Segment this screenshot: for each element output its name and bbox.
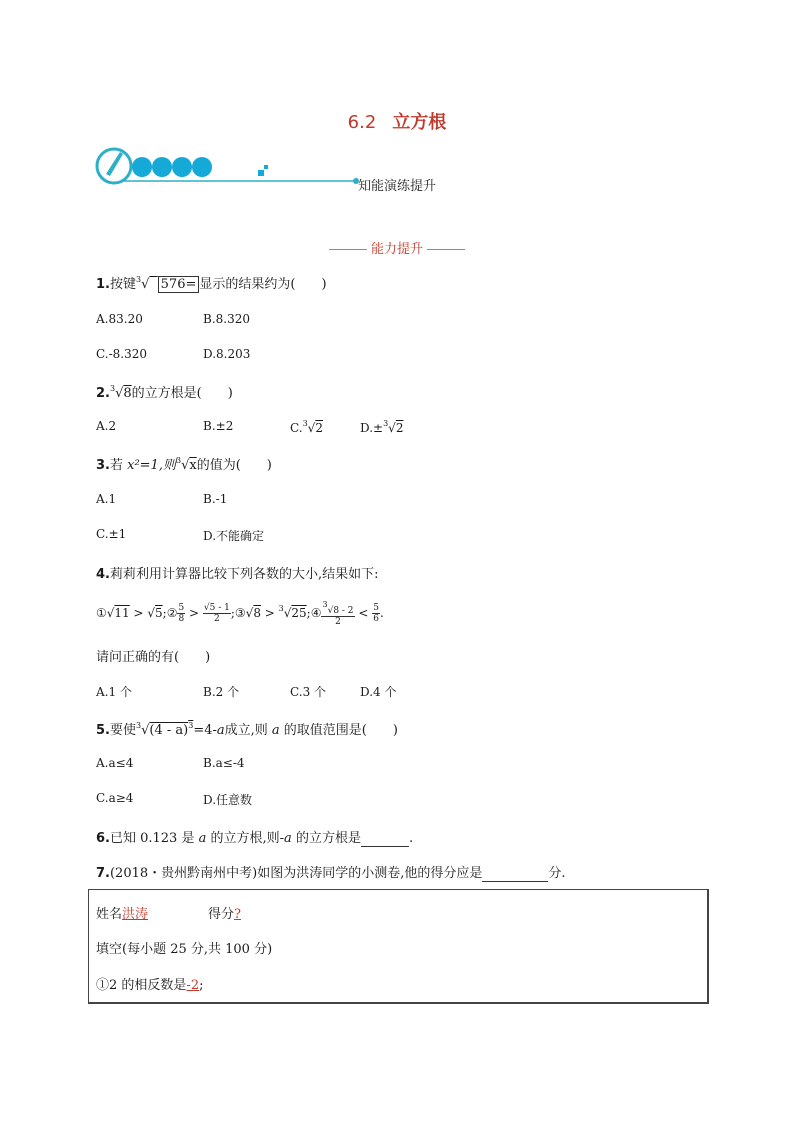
option-b: B.2 个 (203, 685, 240, 699)
option-c: C.±1 (96, 527, 127, 541)
question-5: 5.要使$^3$√(4 - a)$^3$=4-a成立,则 a 的取值范围是( ) (96, 721, 398, 738)
question-2: 2.$^3$√8的立方根是( ) (96, 384, 233, 401)
dot-icon (132, 157, 152, 177)
answer-blank (482, 866, 548, 882)
question-4: 4.莉莉利用计算器比较下列各数的大小,结果如下: (96, 567, 379, 582)
option-c: C.a≥4 (96, 791, 134, 805)
comparison-expressions: ①√11 > √5;② $\frac{5}{8}$ > $\frac{√5 - 1}{2}$ ;③√8 > $^3$√25;④ $\frac{3√8 - 2}{2}$ < $\frac{5}{6}$ . (96, 600, 384, 627)
quiz-item-1: ①2 的相反数是-2; (96, 978, 204, 993)
question-1: 1.按键$^3$√ 576= 显示的结果约为( ) (96, 275, 327, 292)
dot-icon (172, 157, 192, 177)
option-a: A.83.20 (96, 312, 143, 326)
option-b: B.-1 (203, 492, 228, 506)
option-a: A.2 (96, 419, 117, 433)
option-b: B.8.320 (203, 312, 250, 326)
option-a: A.1 (96, 492, 117, 506)
quiz-name: 姓名洪涛 (96, 907, 149, 922)
option-b: B.a≤-4 (203, 756, 245, 770)
option-c: C.3 个 (290, 685, 327, 699)
option-d: D.任意数 (203, 793, 253, 807)
square-icon (258, 170, 264, 176)
section-heading: 能力提升 (0, 238, 794, 257)
option-c: C.$^3$√2 (290, 419, 323, 435)
quiz-instruction: 填空(每小题 25 分,共 100 分) (96, 942, 273, 957)
option-d: D.±$^3$√2 (360, 419, 404, 435)
option-d: D.8.203 (203, 347, 251, 361)
question-6: 6.已知 0.123 是 a 的立方根,则-a 的立方根是 . (96, 831, 414, 846)
dot-icon (192, 157, 212, 177)
dot-icon (152, 157, 172, 177)
option-d: D.4 个 (360, 685, 397, 699)
option-d: D.不能确定 (203, 529, 265, 543)
page-title: 6.2 立方根 (347, 112, 447, 133)
answer-blank (361, 831, 409, 847)
quiz-score: 得分? (208, 907, 241, 922)
question-4-prompt: 请问正确的有( ) (96, 650, 211, 665)
option-a: A.a≤4 (96, 756, 134, 770)
question-3: 3.若 x²=1,则$^3$√x的值为( ) (96, 456, 272, 473)
option-a: A.1 个 (96, 685, 132, 699)
calculator-key: 576= (158, 276, 200, 293)
question-7: 7.(2018・贵州黔南州中考)如图为洪涛同学的小测卷,他的得分应是 分. (96, 866, 566, 881)
option-c: C.-8.320 (96, 347, 147, 361)
banner-label: 知能演练提升 (358, 179, 437, 194)
option-b: B.±2 (203, 419, 234, 433)
